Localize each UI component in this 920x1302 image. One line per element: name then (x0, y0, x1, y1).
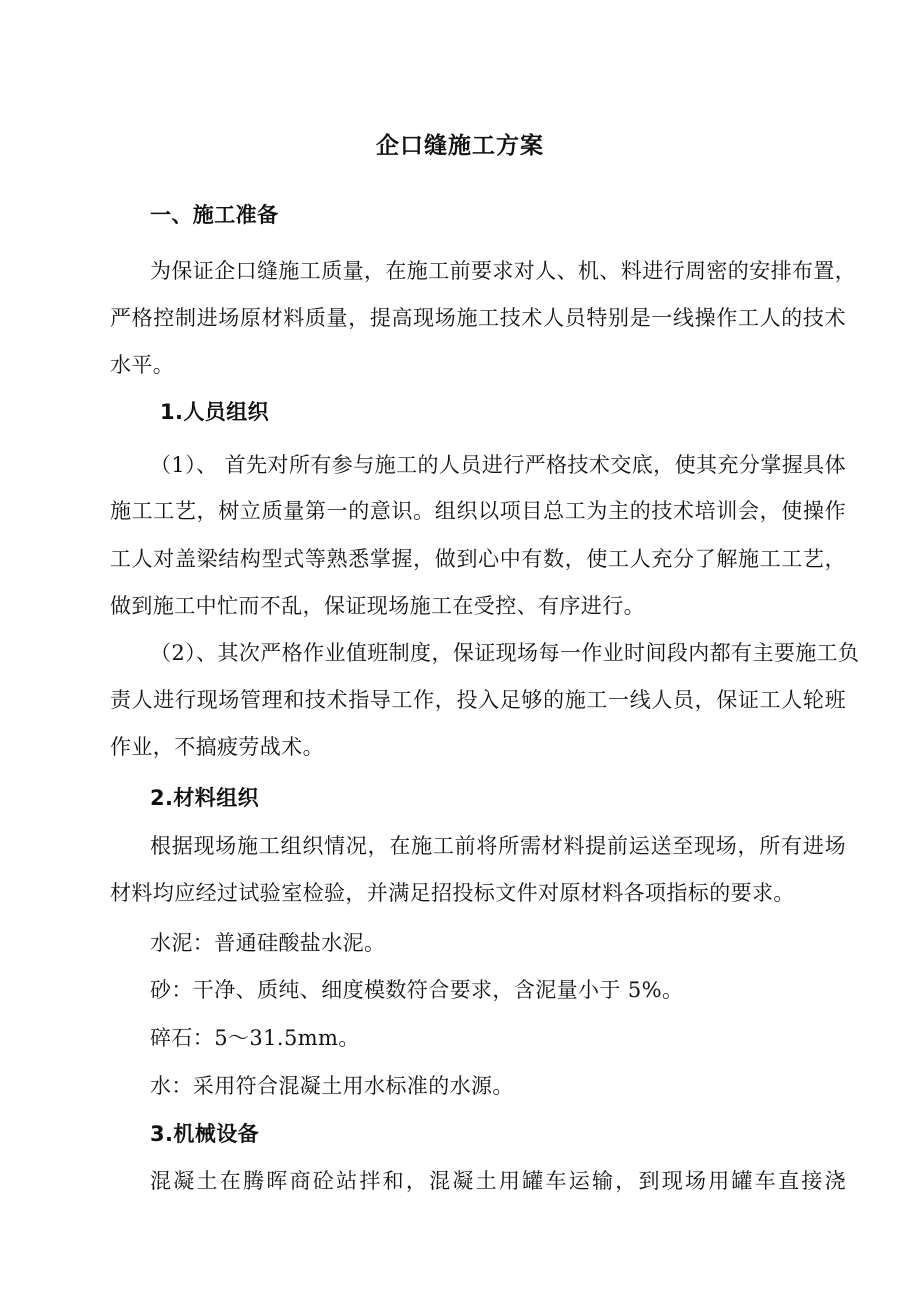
paragraph-line: 混凝土在腾晖商砼站拌和，混凝土用罐车运输，到现场用罐车直接浇 (150, 1169, 846, 1193)
paragraph-line: 严格控制进场原材料质量，提高现场施工技术人员特别是一线操作工人的技术 (110, 306, 846, 330)
material-item: 水：采用符合混凝土用水标准的水源。 (150, 1074, 514, 1098)
subsection-heading-materials: 2.材料组织 (150, 786, 259, 810)
paragraph-line: （1）、 首先对所有参与施工的人员进行严格技术交底，使其充分掌握具体 (150, 453, 846, 477)
paragraph-line: 根据现场施工组织情况，在施工前将所需材料提前运送至现场，所有进场 (150, 834, 846, 858)
paragraph-line: 责人进行现场管理和技术指导工作，投入足够的施工一线人员，保证工人轮班 (110, 688, 846, 712)
material-item: 碎石：5～31.5mm。 (150, 1026, 360, 1050)
subsection-heading-equipment: 3.机械设备 (150, 1122, 259, 1146)
paragraph-line: 工人对盖梁结构型式等熟悉掌握，做到心中有数，使工人充分了解施工工艺， (110, 547, 846, 571)
paragraph-line: 为保证企口缝施工质量，在施工前要求对人、机、料进行周密的安排布置， (150, 259, 857, 283)
paragraph-line: 施工工艺，树立质量第一的意识。组织以项目总工为主的技术培训会，使操作 (110, 499, 846, 523)
document-title: 企口缝施工方案 (376, 133, 544, 159)
paragraph-line: 作业，不搞疲劳战术。 (110, 735, 324, 759)
material-item: 水泥：普通硅酸盐水泥。 (150, 931, 386, 955)
paragraph-line: 材料均应经过试验室检验，并满足招投标文件对原材料各项指标的要求。 (110, 881, 795, 905)
paragraph-line: （2）、其次严格作业值班制度，保证现场每一作业时间段内都有主要施工负 (150, 641, 860, 665)
section-heading-preparation: 一、施工准备 (150, 203, 279, 227)
subsection-heading-personnel: 1.人员组织 (160, 400, 269, 424)
paragraph-line: 做到施工中忙而不乱，保证现场施工在受控、有序进行。 (110, 594, 645, 618)
paragraph-line: 水平。 (110, 353, 175, 377)
material-item: 砂：干净、质纯、细度模数符合要求，含泥量小于 5%。 (150, 978, 684, 1002)
